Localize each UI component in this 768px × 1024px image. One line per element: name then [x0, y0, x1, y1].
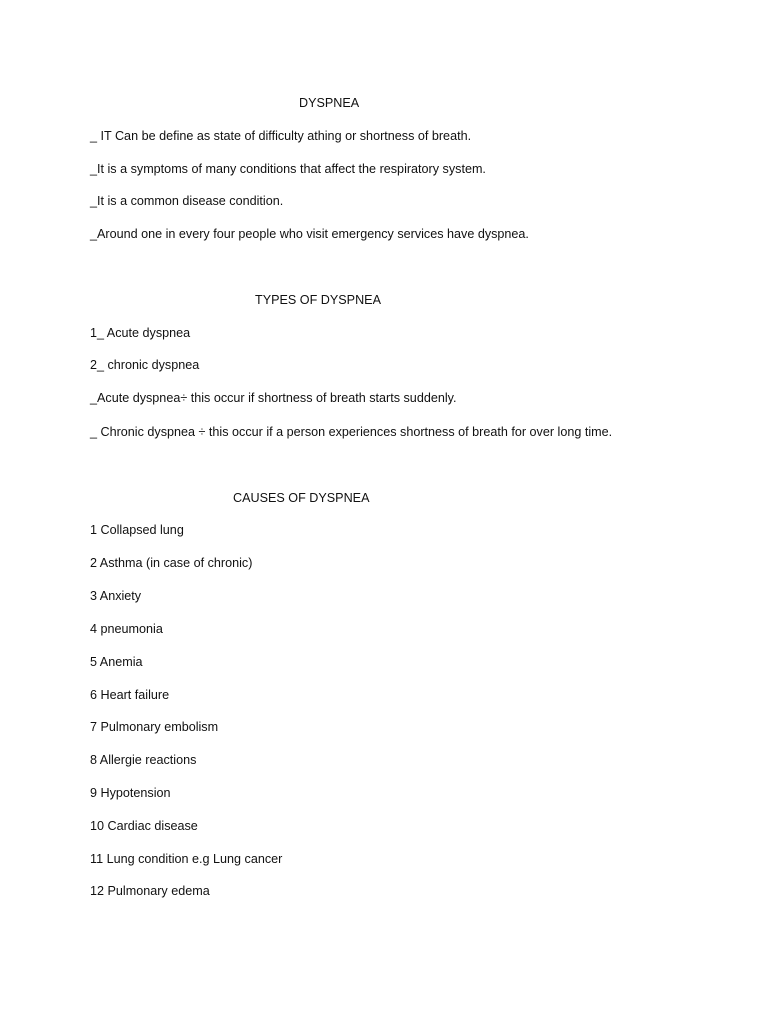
- intro-line: _ IT Can be define as state of difficulty athing or shortness of breath.: [90, 129, 472, 143]
- page-title: DYSPNEA: [299, 96, 360, 110]
- types-line: _ Chronic dyspnea ÷ this occur if a person experiences shortness of breath for over long time.: [90, 425, 613, 439]
- intro-line: _It is a symptoms of many conditions that affect the respiratory system.: [90, 162, 486, 176]
- cause-item: 4 pneumonia: [90, 622, 163, 636]
- cause-item: 7 Pulmonary embolism: [90, 720, 219, 734]
- cause-item: 1 Collapsed lung: [90, 523, 184, 537]
- cause-item: 11 Lung condition e.g Lung cancer: [90, 852, 283, 866]
- causes-heading: CAUSES OF DYSPNEA: [233, 491, 370, 505]
- intro-line: _It is a common disease condition.: [90, 194, 284, 208]
- cause-item: 5 Anemia: [90, 655, 143, 669]
- cause-item: 9 Hypotension: [90, 786, 171, 800]
- cause-item: 8 Allergie reactions: [90, 753, 197, 767]
- types-line: 1_ Acute dyspnea: [90, 326, 191, 340]
- types-line: _Acute dyspnea÷ this occur if shortness of breath starts suddenly.: [90, 391, 457, 405]
- types-line: 2_ chronic dyspnea: [90, 358, 200, 372]
- types-heading: TYPES OF DYSPNEA: [255, 293, 381, 307]
- cause-item: 12 Pulmonary edema: [90, 884, 210, 898]
- cause-item: 3 Anxiety: [90, 589, 142, 603]
- cause-item: 10 Cardiac disease: [90, 819, 198, 833]
- cause-item: 6 Heart failure: [90, 688, 170, 702]
- intro-line: _Around one in every four people who visit emergency services have dyspnea.: [90, 227, 529, 241]
- cause-item: 2 Asthma (in case of chronic): [90, 556, 253, 570]
